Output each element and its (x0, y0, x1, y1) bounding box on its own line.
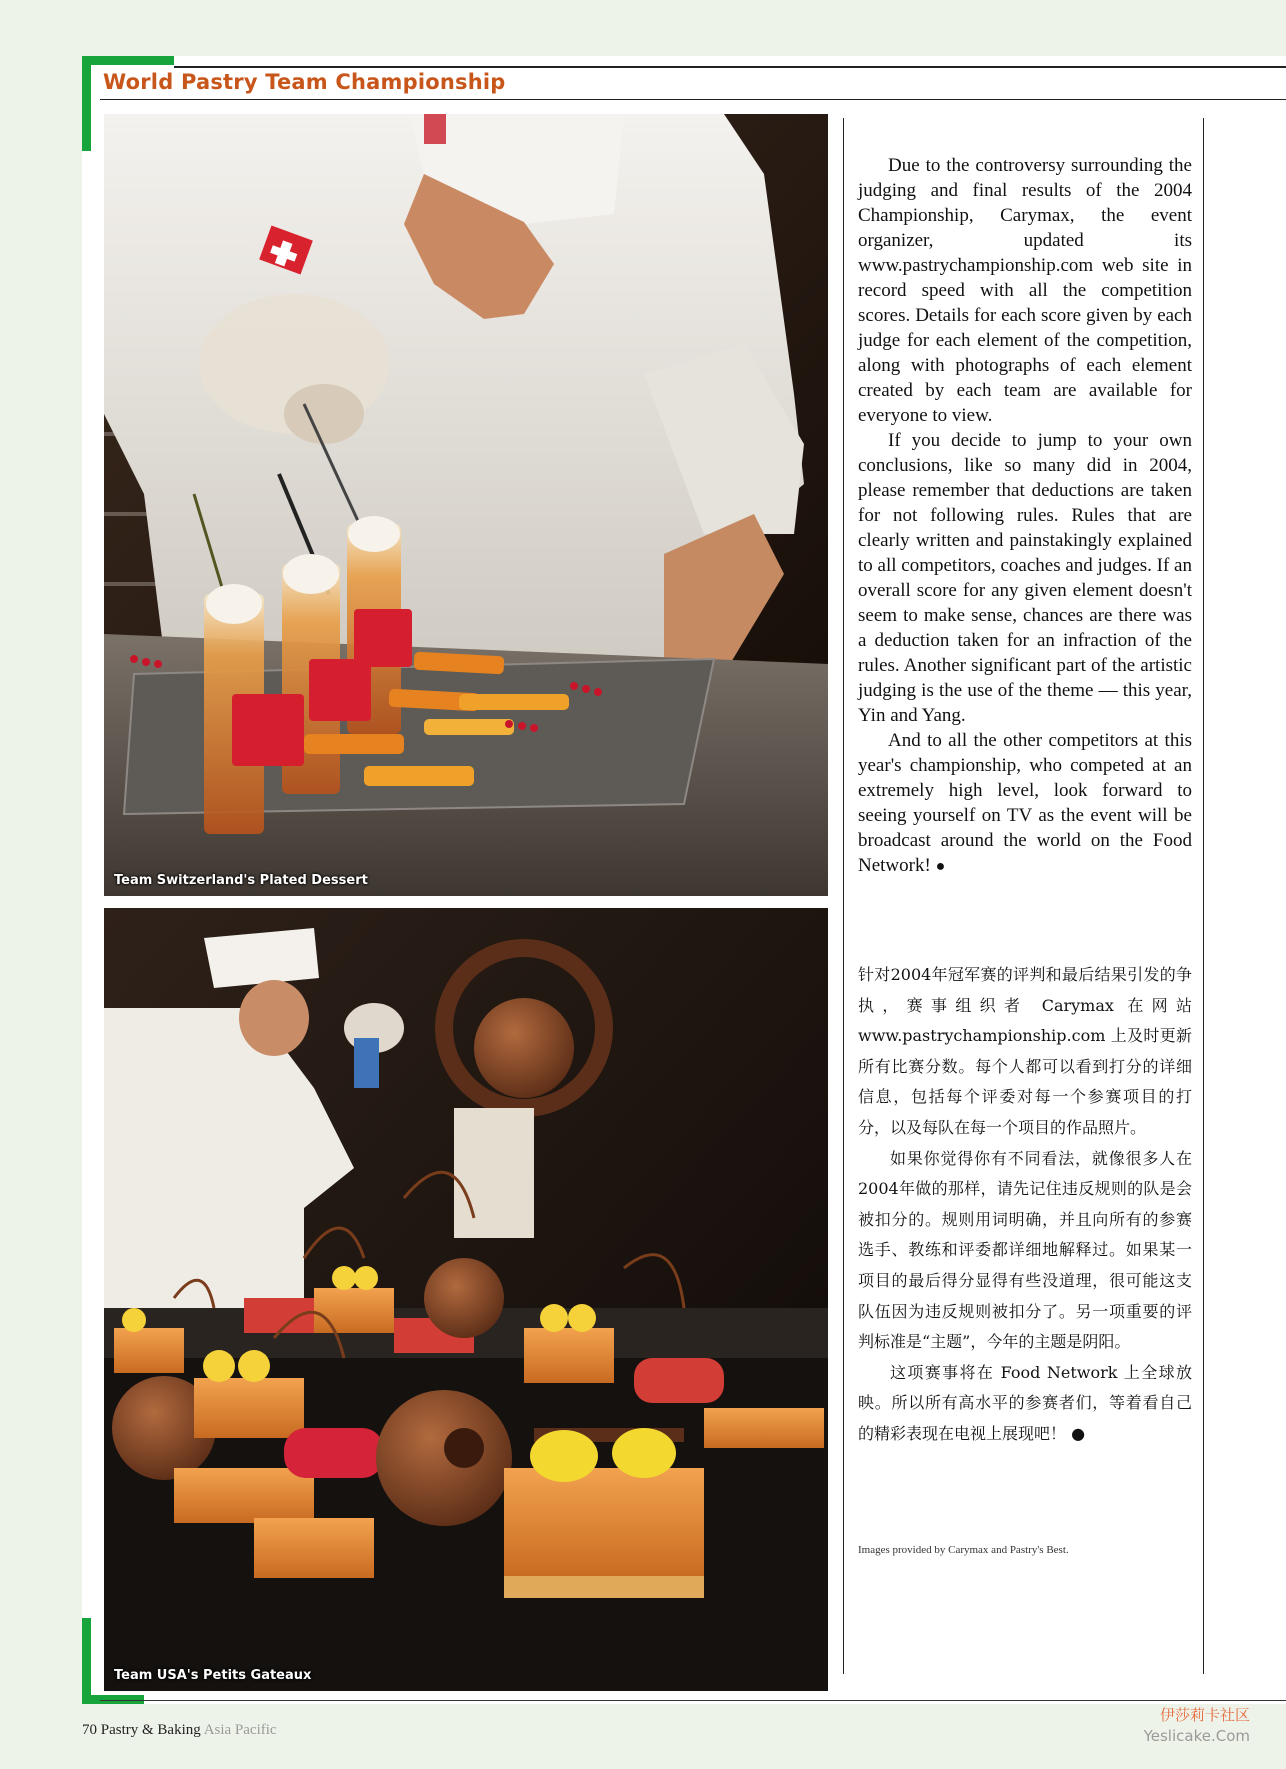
end-mark-icon: ● (935, 858, 946, 875)
watermark-cn: 伊莎莉卡社区 (1159, 1706, 1250, 1724)
photo-team-usa (104, 908, 828, 1691)
section-title: World Pastry Team Championship (103, 70, 506, 94)
header-rule (174, 66, 1286, 68)
article-zh-paragraph-3 (858, 1358, 1192, 1450)
article-chinese (858, 960, 1192, 1450)
column-rule-left (843, 118, 844, 1674)
article-english (858, 153, 1192, 879)
watermark (1144, 1704, 1250, 1745)
article-en-paragraph-1: Due to the controversy surrounding the judging and final results of the 2004 Championship, Carymax, the event organizer, updated its www.pastrychampionship.com web site in record speed with all the competition scores. Details for each score given by each judge for each element of the competition, along with photographs of each element created by each team are available for everyone to view. (858, 155, 1192, 426)
end-mark-icon: ● (1071, 1423, 1086, 1443)
photo-caption-usa: Team USA's Petits Gateaux (114, 1668, 312, 1683)
watermark-en: Yeslicake.Com (1143, 1727, 1250, 1745)
article-zh-paragraph-3-text: 这项赛事将在 Food Network 上全球放映。所以所有高水平的参赛者们，等着看自己的精彩表现在电视上展现吧！ (858, 1362, 1192, 1443)
article-en-paragraph-3 (858, 728, 1192, 879)
photo-caption-switzerland: Team Switzerland's Plated Dessert (114, 873, 368, 888)
article-en-paragraph-3-text: And to all the other competitors at this year's championship, who competed at an extremely high level, look forward to seeing yourself on TV as the event will be broadcast around the world on the Food Network! (858, 730, 1192, 876)
page-number: 70 (82, 1722, 97, 1738)
header-underline (100, 99, 1286, 100)
magazine-region: Asia Pacific (203, 1722, 277, 1738)
magazine-name: Pastry & Baking (100, 1722, 201, 1738)
photo-usa-illustration (104, 908, 828, 1691)
image-credit: Images provided by Carymax and Pastry's Best. (858, 1544, 1069, 1556)
photo-switzerland-illustration (104, 114, 828, 896)
photo-team-switzerland (104, 114, 828, 896)
article-en-paragraph-2: If you decide to jump to your own conclusions, like so many did in 2004, please remember that deductions are taken for not following rules. Rules that are clearly written and painstakingly explained to all competitors, coaches and judges. If an overall score for any given element doesn't seem to make sense, chances are there was a deduction taken for an infraction of the rules. Another significant part of the artistic judging is the use of the theme — this year, Yin and Yang. (858, 430, 1192, 726)
page-footer (82, 1722, 277, 1739)
footer-rule (100, 1700, 1286, 1701)
article-zh-paragraph-2: 如果你觉得你有不同看法，就像很多人在2004年做的那样，请先记住违反规则的队是会被扣分的。规则用词明确，并且向所有的参赛选手、教练和评委都详细地解释过。如果某一项目的最后得分显得有些没道理，很可能这支队伍因为违反规则被扣分了。另一项重要的评判标准是“主题”，今年的主题是阴阳。 (858, 1148, 1192, 1352)
column-rule-right (1203, 118, 1204, 1674)
article-zh-paragraph-1: 针对2004年冠军赛的评判和最后结果引发的争执，赛事组织者 Carymax 在网站 www.pastrychampionship.com 上及时更新所有比赛分数。每个人都可以看到打分的详细信息，包括每个评委对每一个参赛项目的打分，以及每队在每一个项目的作品照片。 (858, 965, 1192, 1137)
